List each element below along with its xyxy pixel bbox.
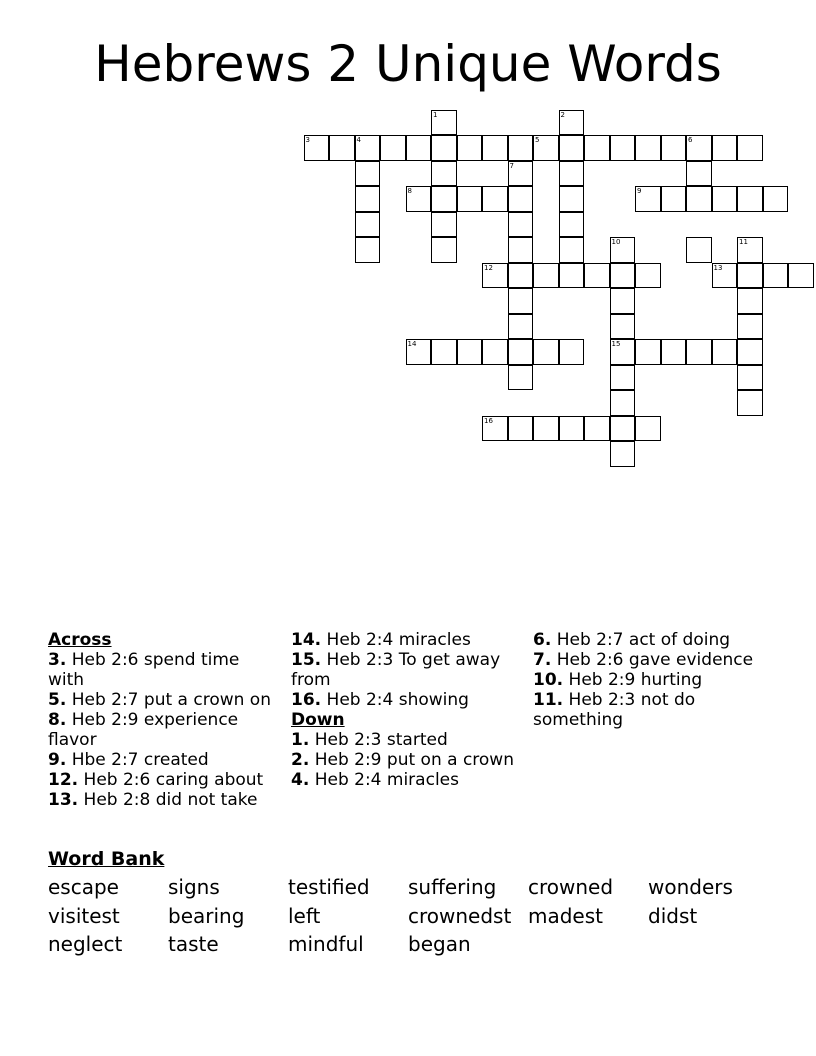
grid-cell[interactable] bbox=[610, 441, 636, 467]
grid-cell[interactable] bbox=[763, 263, 789, 289]
word-bank-item: escape bbox=[48, 875, 119, 899]
grid-cell[interactable] bbox=[635, 135, 661, 161]
clues-column-3 bbox=[533, 630, 773, 730]
grid-cell[interactable] bbox=[508, 212, 534, 238]
clue-number: 9 bbox=[637, 187, 642, 195]
grid-cell[interactable] bbox=[559, 135, 585, 161]
grid-cell[interactable] bbox=[482, 186, 508, 212]
grid-cell[interactable] bbox=[712, 339, 738, 365]
down-clue-1: 1. Heb 2:3 started bbox=[291, 730, 448, 750]
word-bank-item: visitest bbox=[48, 903, 120, 928]
grid-cell[interactable] bbox=[686, 237, 712, 263]
across-clue-12: 12. Heb 2:6 caring about bbox=[48, 770, 264, 790]
down-clue-2: 2. Heb 2:9 put on a crown bbox=[291, 750, 514, 770]
across-clue-14: 14. Heb 2:4 miracles bbox=[291, 630, 471, 650]
down-heading: Down bbox=[291, 710, 345, 730]
grid-cell[interactable] bbox=[533, 416, 559, 442]
grid-cell[interactable] bbox=[635, 339, 661, 365]
word-bank-item: signs bbox=[168, 875, 220, 899]
clue-number: 11 bbox=[739, 238, 748, 246]
puzzle-title: Hebrews 2 Unique Words bbox=[94, 35, 722, 93]
word-bank-item: crownedst bbox=[408, 903, 512, 928]
grid-cell[interactable] bbox=[610, 339, 636, 365]
crossword-grid bbox=[0, 0, 816, 500]
grid-cell[interactable] bbox=[737, 314, 763, 340]
clues-column-1 bbox=[48, 630, 278, 810]
grid-cell[interactable] bbox=[431, 135, 457, 161]
grid-cell[interactable] bbox=[559, 186, 585, 212]
clue-number: 13 bbox=[713, 263, 723, 272]
grid-cell[interactable] bbox=[482, 135, 508, 161]
grid-cell[interactable] bbox=[610, 365, 636, 391]
grid-cell[interactable] bbox=[559, 110, 585, 136]
grid-cell[interactable] bbox=[533, 339, 559, 365]
grid-cell[interactable] bbox=[686, 135, 712, 161]
grid-cell[interactable] bbox=[406, 135, 432, 161]
grid-cell[interactable] bbox=[508, 339, 534, 365]
across-clue-16: 16. Heb 2:4 showing bbox=[291, 690, 469, 710]
grid-cell[interactable] bbox=[406, 186, 432, 212]
word-bank-item: neglect bbox=[48, 932, 123, 956]
grid-cell[interactable] bbox=[508, 263, 534, 289]
word-bank-item: suffering bbox=[408, 875, 497, 899]
down-clue-7: 7. Heb 2:6 gave evidence bbox=[533, 650, 754, 670]
across-clue-5: 5. Heb 2:7 put a crown on bbox=[48, 690, 271, 710]
grid-cell[interactable] bbox=[712, 135, 738, 161]
grid-cell[interactable] bbox=[431, 212, 457, 238]
grid-cell[interactable] bbox=[431, 186, 457, 212]
grid-cell[interactable] bbox=[610, 416, 636, 442]
grid-cell[interactable] bbox=[508, 288, 534, 314]
clue-number: 1 bbox=[433, 110, 438, 119]
word-bank-item: bearing bbox=[168, 903, 245, 928]
grid-cell[interactable] bbox=[457, 339, 483, 365]
grid-cell[interactable] bbox=[737, 135, 763, 161]
clue-number: 10 bbox=[611, 238, 621, 246]
grid-cell[interactable] bbox=[559, 416, 585, 442]
grid-cell[interactable] bbox=[737, 186, 763, 212]
grid-cell[interactable] bbox=[355, 212, 381, 238]
grid-cell[interactable] bbox=[508, 186, 534, 212]
grid-cell[interactable] bbox=[431, 237, 457, 263]
grid-cell[interactable] bbox=[431, 161, 457, 187]
grid-cell[interactable] bbox=[610, 135, 636, 161]
grid-cell[interactable] bbox=[431, 110, 457, 136]
grid-cell[interactable] bbox=[457, 186, 483, 212]
down-clue-4: 4. Heb 2:4 miracles bbox=[291, 770, 459, 790]
word-bank-item: left bbox=[288, 903, 321, 928]
across-clue-8: 8. Heb 2:9 experience flavor bbox=[48, 710, 239, 750]
grid-cell[interactable] bbox=[610, 263, 636, 289]
grid-cell[interactable] bbox=[712, 263, 738, 289]
grid-cell[interactable] bbox=[737, 288, 763, 314]
word-bank-item: began bbox=[408, 932, 471, 956]
grid-cell[interactable] bbox=[635, 186, 661, 212]
grid-cell[interactable] bbox=[533, 263, 559, 289]
clues-column-2 bbox=[291, 630, 521, 790]
grid-cell[interactable] bbox=[686, 161, 712, 187]
grid-cell[interactable] bbox=[712, 186, 738, 212]
grid-cell[interactable] bbox=[406, 339, 432, 365]
grid-cell[interactable] bbox=[559, 237, 585, 263]
clue-number: 5 bbox=[535, 136, 540, 144]
grid-cell[interactable] bbox=[355, 135, 381, 161]
grid-cell[interactable] bbox=[737, 263, 763, 289]
grid-cell[interactable] bbox=[661, 186, 687, 212]
grid-cell[interactable] bbox=[482, 339, 508, 365]
grid-cell[interactable] bbox=[533, 135, 559, 161]
grid-cell[interactable] bbox=[584, 263, 610, 289]
clue-number: 2 bbox=[560, 110, 565, 119]
grid-cell[interactable] bbox=[508, 416, 534, 442]
grid-cell[interactable] bbox=[508, 135, 534, 161]
grid-cell[interactable] bbox=[559, 263, 585, 289]
grid-cell[interactable] bbox=[737, 390, 763, 416]
down-clue-11: 11. Heb 2:3 not do something bbox=[533, 690, 696, 730]
grid-cell[interactable] bbox=[457, 135, 483, 161]
grid-cell[interactable] bbox=[610, 237, 636, 263]
grid-cell[interactable] bbox=[686, 186, 712, 212]
grid-cell[interactable] bbox=[584, 135, 610, 161]
grid-cell[interactable] bbox=[610, 314, 636, 340]
word-bank-item: wonders bbox=[648, 875, 733, 899]
grid-cell[interactable] bbox=[304, 135, 330, 161]
across-clue-9: 9. Hbe 2:7 created bbox=[48, 750, 209, 770]
grid-cell[interactable] bbox=[508, 365, 534, 391]
grid-cell[interactable] bbox=[763, 186, 789, 212]
grid-cell[interactable] bbox=[661, 135, 687, 161]
grid-cell[interactable] bbox=[559, 339, 585, 365]
down-clue-6: 6. Heb 2:7 act of doing bbox=[533, 630, 731, 650]
across-heading: Across bbox=[48, 630, 112, 650]
grid-cell[interactable] bbox=[508, 237, 534, 263]
word-bank-title: Word Bank bbox=[48, 848, 165, 870]
grid-cell[interactable] bbox=[482, 263, 508, 289]
clue-number: 14 bbox=[407, 340, 417, 348]
grid-cell[interactable] bbox=[635, 416, 661, 442]
grid-cell[interactable] bbox=[635, 263, 661, 289]
word-bank-item: crowned bbox=[528, 875, 614, 899]
grid-cell[interactable] bbox=[584, 416, 610, 442]
clue-number: 4 bbox=[356, 136, 361, 144]
grid-cell[interactable] bbox=[610, 288, 636, 314]
word-bank-item: mindful bbox=[288, 932, 364, 956]
clue-number: 8 bbox=[407, 187, 412, 195]
clue-number: 16 bbox=[484, 416, 493, 425]
clue-number: 12 bbox=[484, 263, 493, 272]
grid-cell[interactable] bbox=[559, 161, 585, 187]
grid-cell[interactable] bbox=[737, 237, 763, 263]
grid-cell[interactable] bbox=[661, 339, 687, 365]
clue-number: 15 bbox=[611, 340, 621, 348]
across-clue-13: 13. Heb 2:8 did not take bbox=[48, 790, 258, 810]
grid-cell[interactable] bbox=[686, 339, 712, 365]
across-clue-15: 15. Heb 2:3 To get away from bbox=[291, 650, 501, 690]
grid-cell[interactable] bbox=[737, 339, 763, 365]
grid-cell[interactable] bbox=[610, 390, 636, 416]
word-bank-item: didst bbox=[648, 903, 698, 928]
grid-cell[interactable] bbox=[508, 314, 534, 340]
grid-cell[interactable] bbox=[482, 416, 508, 442]
word-bank-item: testified bbox=[288, 875, 370, 899]
word-bank-item: madest bbox=[528, 903, 603, 928]
grid-cell[interactable] bbox=[508, 161, 534, 187]
word-bank-item: taste bbox=[168, 932, 219, 956]
grid-cell[interactable] bbox=[355, 186, 381, 212]
clue-number: 3 bbox=[305, 136, 310, 144]
grid-cell[interactable] bbox=[431, 339, 457, 365]
grid-cell[interactable] bbox=[355, 237, 381, 263]
grid-cell[interactable] bbox=[329, 135, 355, 161]
grid-cell[interactable] bbox=[355, 161, 381, 187]
down-clue-10: 10. Heb 2:9 hurting bbox=[533, 670, 703, 690]
grid-cell[interactable] bbox=[559, 212, 585, 238]
across-clue-3: 3. Heb 2:6 spend time with bbox=[48, 650, 240, 690]
grid-cell[interactable] bbox=[737, 365, 763, 391]
clue-number: 6 bbox=[688, 136, 693, 144]
grid-cell[interactable] bbox=[380, 135, 406, 161]
clue-number: 7 bbox=[509, 161, 514, 170]
grid-cell[interactable] bbox=[788, 263, 814, 289]
